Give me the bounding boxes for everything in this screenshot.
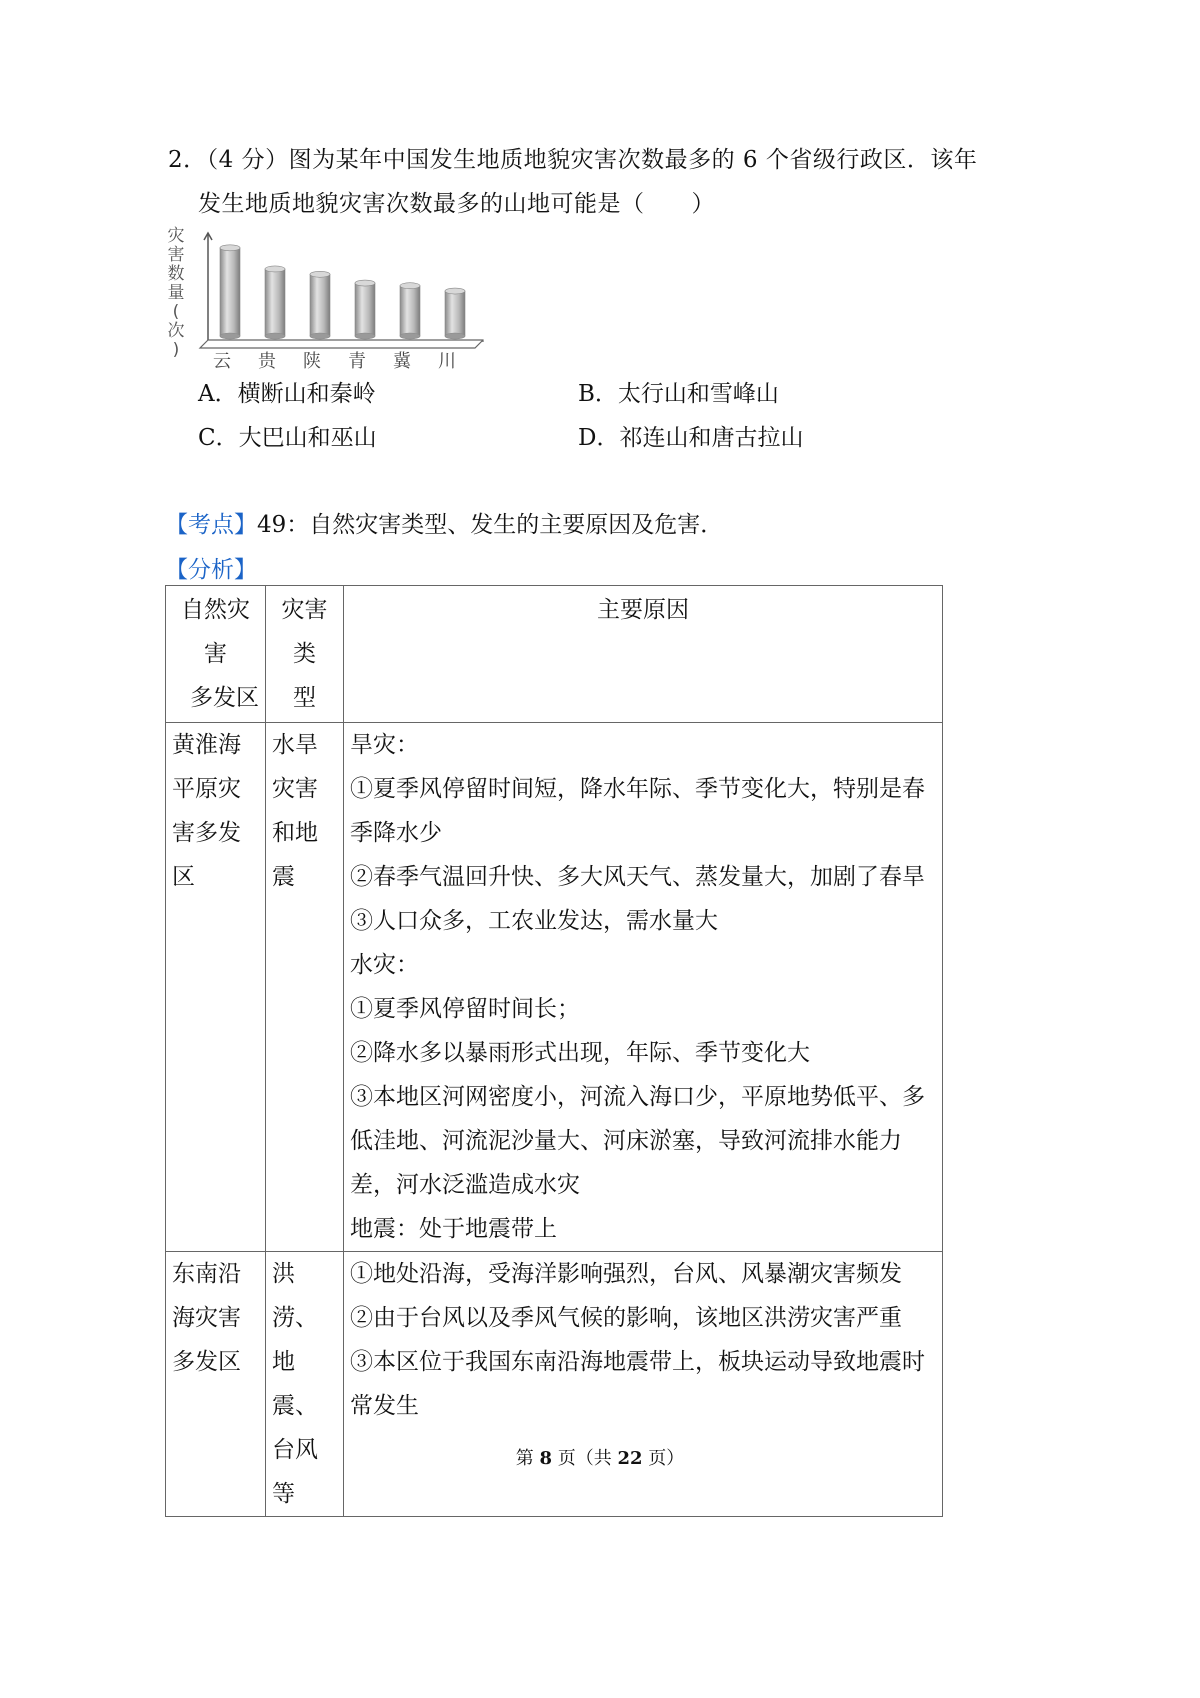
analysis-table bbox=[165, 585, 943, 1517]
table-header-row bbox=[166, 586, 943, 723]
option-c: C．大巴山和巫山 bbox=[198, 425, 377, 451]
row2-region: 东南沿海灾害多发区 bbox=[166, 1252, 266, 1517]
reason-line: ①夏季风停留时间长； bbox=[350, 996, 580, 1022]
reason-line: 地震：处于地震带上 bbox=[350, 1216, 557, 1242]
x-tick-label: 陕 bbox=[303, 351, 321, 372]
bar bbox=[220, 248, 240, 336]
y-axis-label-char: 次 bbox=[167, 321, 185, 341]
x-tick-label: 冀 bbox=[393, 351, 411, 372]
reason-line: ①夏季风停留时间短，降水年际、季节变化大，特别是春季降水少 bbox=[350, 776, 925, 846]
option-a: A．横断山和秦岭 bbox=[198, 381, 376, 407]
bar-base bbox=[400, 333, 420, 339]
bar-base bbox=[310, 333, 330, 339]
footer-prefix: 第 bbox=[515, 1448, 540, 1469]
bar-top bbox=[265, 266, 285, 272]
bar-top bbox=[355, 280, 375, 286]
y-axis-label-char: 数 bbox=[167, 264, 185, 284]
footer-suffix: 页） bbox=[642, 1448, 685, 1469]
header-type-line2: 型 bbox=[293, 685, 316, 711]
reason-line: ②春季气温回升快、多大风天气、蒸发量大，加剧了春旱 bbox=[350, 864, 925, 890]
bar-top bbox=[400, 283, 420, 289]
option-b: B．太行山和雪峰山 bbox=[578, 381, 779, 407]
disaster-bar-chart bbox=[158, 225, 498, 375]
page-footer bbox=[0, 1444, 1200, 1470]
reason-line: ③本区位于我国东南沿海地震带上，板块运动导致地震时常发生 bbox=[350, 1349, 925, 1419]
y-axis-label-char: 害 bbox=[167, 245, 185, 265]
bar-base bbox=[220, 333, 240, 339]
kaodian-section bbox=[165, 506, 723, 539]
question-line-1: 2．（4 分）图为某年中国发生地质地貌灾害次数最多的 6 个省级行政区．该年 bbox=[168, 147, 978, 173]
x-tick-label: 青 bbox=[348, 351, 366, 372]
bar bbox=[310, 274, 330, 336]
row2-reasons bbox=[344, 1252, 943, 1517]
x-tick-label: 云 bbox=[213, 351, 231, 372]
reason-line: 水灾： bbox=[350, 952, 419, 978]
table-row bbox=[166, 723, 943, 1252]
bar bbox=[265, 269, 285, 336]
header-region-line1: 自然灾害 bbox=[181, 597, 250, 667]
reason-line: ①地处沿海，受海洋影响强烈，台风、风暴潮灾害频发 bbox=[350, 1261, 902, 1287]
header-reason: 主要原因 bbox=[344, 586, 943, 723]
footer-total-pages: 22 bbox=[617, 1448, 643, 1469]
row2-type: 洪涝、地震、台风等 bbox=[266, 1252, 344, 1517]
row1-region: 黄淮海平原灾害多发区 bbox=[166, 723, 266, 1252]
bar bbox=[400, 286, 420, 336]
reason-line: 旱灾： bbox=[350, 732, 419, 758]
reason-line: ②降水多以暴雨形式出现，年际、季节变化大 bbox=[350, 1040, 810, 1066]
row1-reasons bbox=[344, 723, 943, 1252]
bar-base bbox=[355, 333, 375, 339]
x-tick-label: 川 bbox=[438, 351, 456, 372]
reason-line: ③本地区河网密度小，河流入海口少，平原地势低平、多低洼地、河流泥沙量大、河床淤塞，导致河流排水能力差，河水泛滥造成水灾 bbox=[350, 1084, 925, 1198]
header-region bbox=[166, 586, 266, 723]
bar bbox=[445, 291, 465, 336]
y-axis-label-char: 灾 bbox=[167, 226, 185, 246]
bar bbox=[355, 283, 375, 336]
bar-top bbox=[220, 245, 240, 251]
kaodian-text: 49：自然灾害类型、发生的主要原因及危害． bbox=[257, 512, 724, 538]
table-row bbox=[166, 1252, 943, 1517]
fenxi-label: 【分析】 bbox=[165, 557, 257, 583]
reason-line: ③人口众多，工农业发达，需水量大 bbox=[350, 908, 718, 934]
bar-base bbox=[265, 333, 285, 339]
y-axis-label-char: ( bbox=[172, 302, 180, 322]
fenxi-section bbox=[165, 551, 257, 584]
y-axis-label-char: ) bbox=[172, 340, 180, 360]
header-type-line1: 灾害类 bbox=[281, 597, 328, 667]
kaodian-label: 【考点】 bbox=[165, 512, 257, 538]
chart-floor bbox=[200, 340, 483, 348]
footer-page-number: 8 bbox=[539, 1448, 552, 1469]
option-d: D．祁连山和唐古拉山 bbox=[578, 425, 804, 451]
bar-base bbox=[445, 333, 465, 339]
bar-top bbox=[445, 288, 465, 294]
header-region-line2: 多发区 bbox=[190, 685, 259, 711]
header-type bbox=[266, 586, 344, 723]
y-axis-label-char: 量 bbox=[167, 283, 185, 303]
footer-middle: 页（共 bbox=[552, 1448, 618, 1469]
question-line-2: 发生地质地貌灾害次数最多的山地可能是（ ） bbox=[198, 191, 715, 217]
reason-line: ②由于台风以及季风气候的影响，该地区洪涝灾害严重 bbox=[350, 1305, 902, 1331]
row1-type: 水旱灾害和地震 bbox=[266, 723, 344, 1252]
bar-top bbox=[310, 271, 330, 277]
x-tick-label: 贵 bbox=[258, 351, 276, 372]
